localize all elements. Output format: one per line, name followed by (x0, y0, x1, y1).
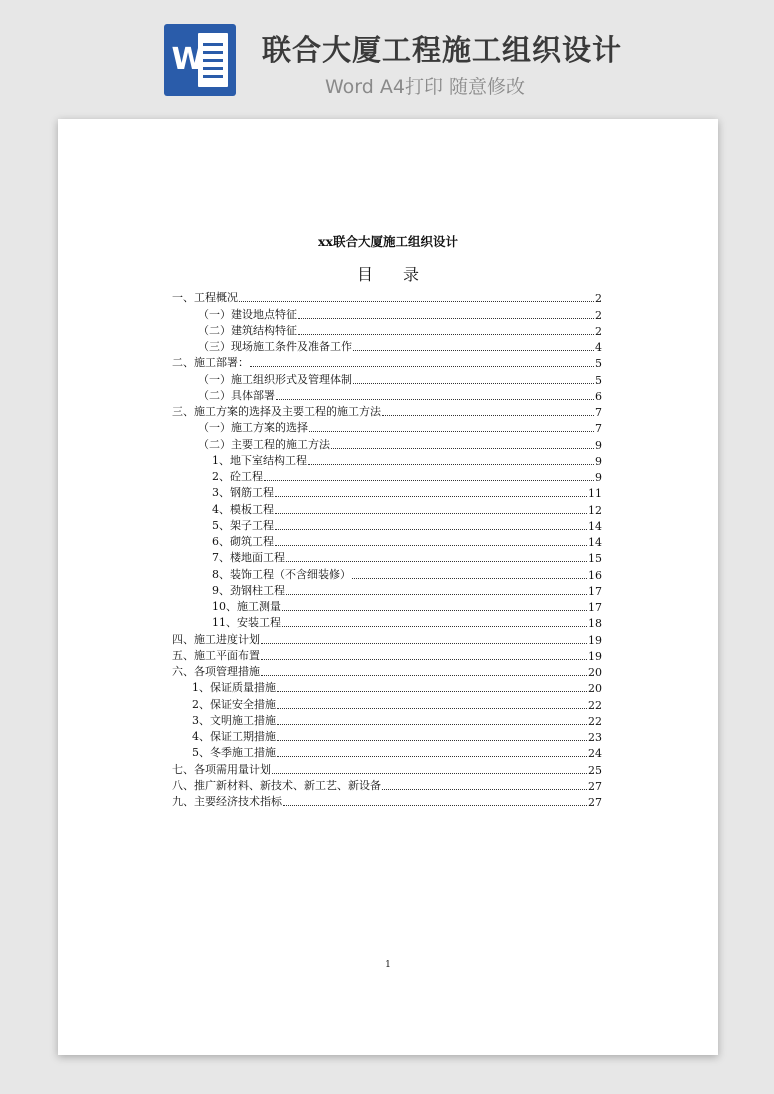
toc-leader-dots (239, 301, 594, 302)
toc-entry-label: 5、架子工程 (212, 518, 274, 532)
toc-entry-page: 20 (588, 682, 602, 696)
toc-entry-page: 15 (588, 552, 602, 566)
toc-entry-page: 25 (588, 763, 602, 777)
toc-leader-dots (308, 464, 594, 465)
toc-entry-label: 9、劲钢柱工程 (212, 583, 285, 597)
toc-entry[interactable] (172, 630, 602, 646)
page-number: 1 (385, 960, 391, 970)
toc-entry-label: 4、保证工期措施 (192, 730, 276, 743)
toc-entry-label: 二、施工部署： (172, 356, 249, 370)
toc-entry-label: 九、主要经济技术指标 (172, 795, 282, 808)
toc-entry[interactable] (172, 468, 602, 484)
toc-entry[interactable] (172, 598, 602, 614)
table-of-contents (172, 289, 602, 809)
toc-entry-page: 5 (595, 357, 602, 371)
toc-entry[interactable] (172, 387, 602, 403)
toc-entry-label: 六、各项管理措施 (172, 665, 260, 678)
toc-entry-page: 4 (595, 341, 602, 354)
toc-entry-page: 22 (588, 714, 602, 728)
toc-leader-dots (382, 789, 587, 790)
toc-leader-dots (298, 334, 594, 335)
toc-leader-dots (261, 675, 587, 676)
toc-entry-label: 1、地下室结构工程 (212, 453, 307, 467)
toc-leader-dots (276, 399, 594, 400)
toc-entry-label: 4、模板工程 (212, 502, 274, 516)
toc-entry-page: 5 (595, 373, 602, 387)
toc-leader-dots (286, 594, 587, 595)
toc-entry-page: 11 (588, 487, 602, 501)
toc-entry[interactable] (172, 533, 602, 549)
header (0, 0, 774, 115)
toc-leader-dots (275, 545, 587, 546)
toc-entry[interactable] (172, 354, 602, 370)
toc-entry[interactable] (172, 777, 602, 793)
toc-entry[interactable] (172, 744, 602, 760)
toc-entry-page: 2 (595, 308, 602, 322)
toc-entry[interactable] (172, 582, 602, 598)
toc-entry[interactable] (172, 322, 602, 338)
toc-leader-dots (309, 431, 594, 432)
toc-entry[interactable] (172, 289, 602, 305)
toc-entry[interactable] (172, 679, 602, 695)
toc-entry-page: 23 (588, 731, 602, 744)
toc-entry[interactable] (172, 728, 602, 744)
toc-entry-page: 17 (588, 584, 602, 598)
toc-entry-page: 27 (588, 796, 602, 809)
toc-entry[interactable] (172, 549, 602, 565)
toc-entry-label: （一）施工组织形式及管理体制 (198, 372, 352, 386)
toc-entry-label: 7、楼地面工程 (212, 551, 285, 565)
toc-entry-label: （一）施工方案的选择 (198, 421, 308, 435)
toc-entry-label: 10、施工测量 (212, 600, 281, 613)
toc-entry[interactable] (172, 452, 602, 468)
toc-leader-dots (286, 561, 587, 562)
toc-entry[interactable] (172, 614, 602, 630)
toc-entry[interactable] (172, 712, 602, 728)
toc-entry-label: 八、推广新材料、新技术、新工艺、新设备 (172, 778, 381, 792)
toc-entry-page: 14 (588, 519, 602, 533)
toc-entry[interactable] (172, 793, 602, 809)
toc-entry-page: 2 (595, 292, 602, 306)
toc-entry[interactable] (172, 647, 602, 663)
toc-leader-dots (382, 415, 594, 416)
toc-entry[interactable] (172, 760, 602, 776)
toc-entry-page: 7 (595, 406, 602, 419)
toc-entry[interactable] (172, 500, 602, 516)
toc-entry-label: （三）现场施工条件及准备工作 (198, 340, 352, 353)
toc-entry-page: 7 (595, 422, 602, 436)
toc-entry-label: 四、施工进度计划 (172, 632, 260, 646)
toc-entry-label: 三、施工方案的选择及主要工程的施工方法 (172, 405, 381, 418)
toc-entry-page: 20 (588, 666, 602, 679)
toc-entry-page: 18 (588, 617, 602, 631)
word-icon-letter: W (171, 42, 205, 77)
header-subtitle: Word A4打印 随意修改 (325, 76, 526, 98)
toc-leader-dots (282, 626, 587, 627)
toc-entry-page: 19 (588, 649, 602, 663)
toc-entry-label: 5、冬季施工措施 (192, 746, 276, 760)
toc-entry-label: 七、各项需用量计划 (172, 762, 271, 776)
toc-entry-label: 6、砌筑工程 (212, 535, 274, 548)
toc-entry-label: （二）主要工程的施工方法 (198, 437, 330, 451)
toc-entry[interactable] (172, 419, 602, 435)
toc-entry-page: 24 (588, 747, 602, 761)
toc-entry-page: 12 (588, 503, 602, 517)
toc-entry-page: 6 (595, 389, 602, 403)
toc-entry-label: 3、钢筋工程 (212, 486, 274, 500)
toc-leader-dots (331, 448, 594, 449)
toc-entry-page: 27 (588, 779, 602, 793)
toc-heading: 目录 (356, 265, 449, 284)
toc-entry[interactable] (172, 663, 602, 679)
toc-leader-dots (277, 740, 587, 741)
toc-leader-dots (353, 383, 594, 384)
toc-entry[interactable] (172, 484, 602, 500)
toc-entry[interactable] (172, 403, 602, 419)
toc-leader-dots (277, 724, 587, 725)
document-title: xx联合大厦施工组织设计 (318, 234, 458, 249)
toc-entry-label: （一）建设地点特征 (198, 307, 297, 321)
toc-leader-dots (282, 610, 587, 611)
toc-entry[interactable] (172, 695, 602, 711)
toc-entry[interactable] (172, 517, 602, 533)
toc-entry-page: 9 (595, 471, 602, 484)
toc-entry-page: 9 (595, 438, 602, 452)
toc-entry-label: 2、保证安全措施 (192, 697, 276, 711)
toc-leader-dots (277, 708, 587, 709)
toc-entry[interactable] (172, 338, 602, 354)
toc-leader-dots (261, 643, 587, 644)
toc-leader-dots (275, 529, 587, 530)
toc-leader-dots (283, 805, 587, 806)
toc-entry-label: 8、装饰工程（不含细装修） (212, 567, 351, 581)
toc-entry-page: 22 (588, 698, 602, 712)
toc-leader-dots (277, 756, 587, 757)
toc-leader-dots (275, 496, 587, 497)
toc-entry-label: 11、安装工程 (212, 616, 281, 630)
toc-leader-dots (277, 691, 587, 692)
toc-entry-label: 1、保证质量措施 (192, 681, 276, 695)
toc-leader-dots (264, 480, 594, 481)
toc-leader-dots (275, 513, 587, 514)
toc-entry-page: 9 (595, 454, 602, 468)
toc-entry-page: 2 (595, 324, 602, 338)
toc-entry[interactable] (172, 435, 602, 451)
toc-entry[interactable] (172, 370, 602, 386)
header-title: 联合大厦工程施工组织设计 (262, 33, 623, 67)
toc-leader-dots (272, 773, 587, 774)
word-document-icon (164, 24, 236, 96)
toc-entry-label: （二）建筑结构特征 (198, 323, 297, 337)
toc-leader-dots (250, 366, 594, 367)
toc-leader-dots (261, 659, 587, 660)
toc-leader-dots (298, 318, 594, 319)
toc-leader-dots (353, 350, 594, 351)
toc-entry[interactable] (172, 305, 602, 321)
toc-entry-page: 17 (588, 601, 602, 614)
document-page (58, 119, 718, 1055)
toc-entry-page: 14 (588, 536, 602, 549)
toc-entry-label: （二）具体部署 (198, 388, 275, 402)
toc-entry-label: 五、施工平面布置 (172, 648, 260, 662)
toc-entry-label: 一、工程概况 (172, 291, 238, 305)
toc-entry-page: 16 (588, 568, 602, 582)
toc-leader-dots (352, 578, 587, 579)
toc-entry-page: 19 (588, 633, 602, 647)
toc-entry[interactable] (172, 565, 602, 581)
toc-entry-label: 3、文明施工措施 (192, 713, 276, 727)
toc-entry-label: 2、砼工程 (212, 470, 263, 483)
